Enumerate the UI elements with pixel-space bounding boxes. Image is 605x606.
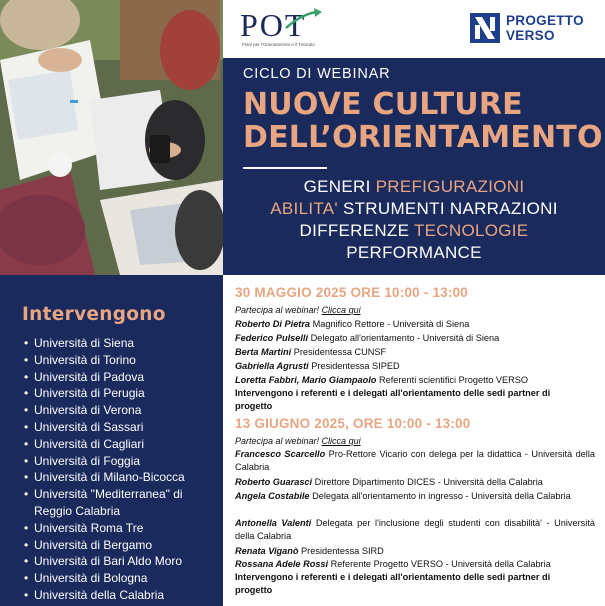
verso-logo-line2: VERSO: [506, 28, 555, 43]
arrow-icon: [284, 8, 324, 30]
list-item: • Università di Foggia: [24, 453, 214, 470]
event-2-speaker-5: [235, 545, 595, 558]
list-item: • Università di Bergamo: [24, 537, 214, 554]
kw-narrazioni: NARRAZIONI: [449, 199, 558, 218]
title-line-1: NUOVE CULTURE: [243, 87, 523, 122]
speaker-role: Presidentessa SIPED: [311, 361, 400, 371]
speaker-role: Presidentessa SIRD: [301, 546, 384, 556]
speaker-role: Magnifico Rettore - Università di Siena: [312, 319, 470, 329]
keywords: [223, 176, 605, 264]
verso-logo-line1: PROGETTO: [506, 13, 584, 28]
event-2-speaker-1: [235, 448, 595, 474]
speaker-name: Angela Costabile: [235, 491, 310, 501]
list-item: • Università di Bari Aldo Moro: [24, 553, 214, 570]
universities-list: [24, 335, 214, 604]
kw-differenze: DIFFERENZE: [299, 221, 410, 240]
list-item: • Università di Siena: [24, 335, 214, 352]
universities-panel: [0, 275, 223, 606]
kw-generi: GENERI: [303, 177, 371, 196]
list-item: • Università di Perugia: [24, 385, 214, 402]
speaker-role: Delegata per l'inclusione degli studenti con disabilità' - Università della Calabria: [235, 518, 595, 541]
speaker-name: Roberto Guarasci: [235, 477, 313, 487]
event-1-speaker-4: [235, 360, 595, 373]
events-panel: [223, 275, 605, 606]
event-2-register-link[interactable]: Clicca qui: [321, 436, 361, 446]
title-divider: [243, 167, 327, 169]
kw-prefigurazioni: PREFIGURAZIONI: [375, 177, 525, 196]
verso-logo: [470, 13, 590, 47]
event-2-speaker-2: [235, 476, 595, 489]
speaker-role: Presidentessa CUNSF: [293, 347, 387, 357]
event-2-cta: [235, 436, 361, 446]
speaker-name: Antonella Valenti: [235, 518, 312, 528]
list-item: • Università di Bologna: [24, 570, 214, 587]
speaker-role: Referenti scientifici Progetto VERSO: [378, 375, 529, 385]
speaker-name: Berta Martini: [235, 347, 292, 357]
title-line-2: DELL’ORIENTAMENTO: [243, 120, 603, 155]
kw-tecnologie: TECNOLOGIE: [413, 221, 529, 240]
event-1-cta-text: Partecipa al webinar!: [235, 305, 320, 315]
pot-logo-text: POT: [240, 7, 307, 43]
event-1-date: 30 MAGGIO 2025 ORE 10:00 - 13:00: [235, 285, 469, 300]
event-1-closing: Intervengono i referenti e i delegati all'orientamento delle sedi partner di progetto: [235, 388, 551, 411]
list-item: • Università di Torino: [24, 352, 214, 369]
students-photo: [0, 0, 223, 275]
list-item: • Università della Calabria: [24, 587, 214, 604]
event-1-speaker-5: [235, 374, 595, 387]
event-1-cta: [235, 305, 361, 315]
speaker-role: Direttore Dipartimento DICES - Università della Calabria: [314, 477, 543, 487]
list-item: • Università di Padova: [24, 369, 214, 386]
speaker-name: Roberto Di Pietra: [235, 319, 311, 329]
list-item: • Università Roma Tre: [24, 520, 214, 537]
list-item: • Università di Verona: [24, 402, 214, 419]
verso-logo-text: [506, 13, 584, 43]
list-item: • Università di Cagliari: [24, 436, 214, 453]
title-banner: [223, 58, 605, 275]
event-1-register-link[interactable]: Clicca qui: [321, 305, 361, 315]
kw-strumenti: STRUMENTI: [342, 199, 445, 218]
kw-abilita: ABILITA': [270, 199, 338, 218]
event-2-cta-text: Partecipa al webinar!: [235, 436, 320, 446]
speaker-name: Francesco Scarcello: [235, 449, 326, 459]
series-label: CICLO DI WEBINAR: [243, 66, 391, 82]
event-2-speaker-3: [235, 490, 595, 503]
event-1-speaker-2: [235, 332, 595, 345]
pot-logo: [240, 8, 330, 50]
verso-mark-icon: [470, 13, 500, 43]
kw-performance: PERFORMANCE: [346, 243, 482, 262]
list-item: • Università "Mediterranea" di Reggio Calabria: [24, 486, 214, 520]
speaker-name: Renata Viganò: [235, 546, 299, 556]
event-1-speaker-1: [235, 318, 595, 331]
pot-logo-subtitle: Piani per l'Orientamento e il Tutorato: [242, 42, 315, 47]
speaker-name: Loretta Fabbri, Mario Giampaolo: [235, 375, 377, 385]
list-item: • Università di Sassari: [24, 419, 214, 436]
event-2-speaker-4: [235, 517, 595, 543]
event-2-speaker-6: [235, 558, 595, 571]
speaker-role: Pro-Rettore Vicario con delega per la didattica - Università della Calabria: [235, 449, 595, 472]
speaker-name: Federico Pulselli: [235, 333, 309, 343]
event-2-date: 13 GIUGNO 2025, ORE 10:00 - 13:00: [235, 416, 471, 431]
event-2-closing: Intervengono i referenti e i delegati all'orientamento delle sedi partner di progetto: [235, 572, 551, 595]
list-item: • Università di Milano-Bicocca: [24, 469, 214, 486]
speaker-role: Referente Progetto VERSO - Università della Calabria: [330, 559, 551, 569]
page-title: [243, 88, 603, 154]
speaker-name: Gabriella Agrusti: [235, 361, 309, 371]
universities-heading: Intervengono: [22, 304, 166, 325]
speaker-name: Rossana Adele Rossi: [235, 559, 329, 569]
event-1-speaker-3: [235, 346, 595, 359]
speaker-role: Delegata all'orientamento in ingresso - Università della Calabria: [312, 491, 571, 501]
speaker-role: Delegato all'orientamento - Università di Siena: [310, 333, 500, 343]
